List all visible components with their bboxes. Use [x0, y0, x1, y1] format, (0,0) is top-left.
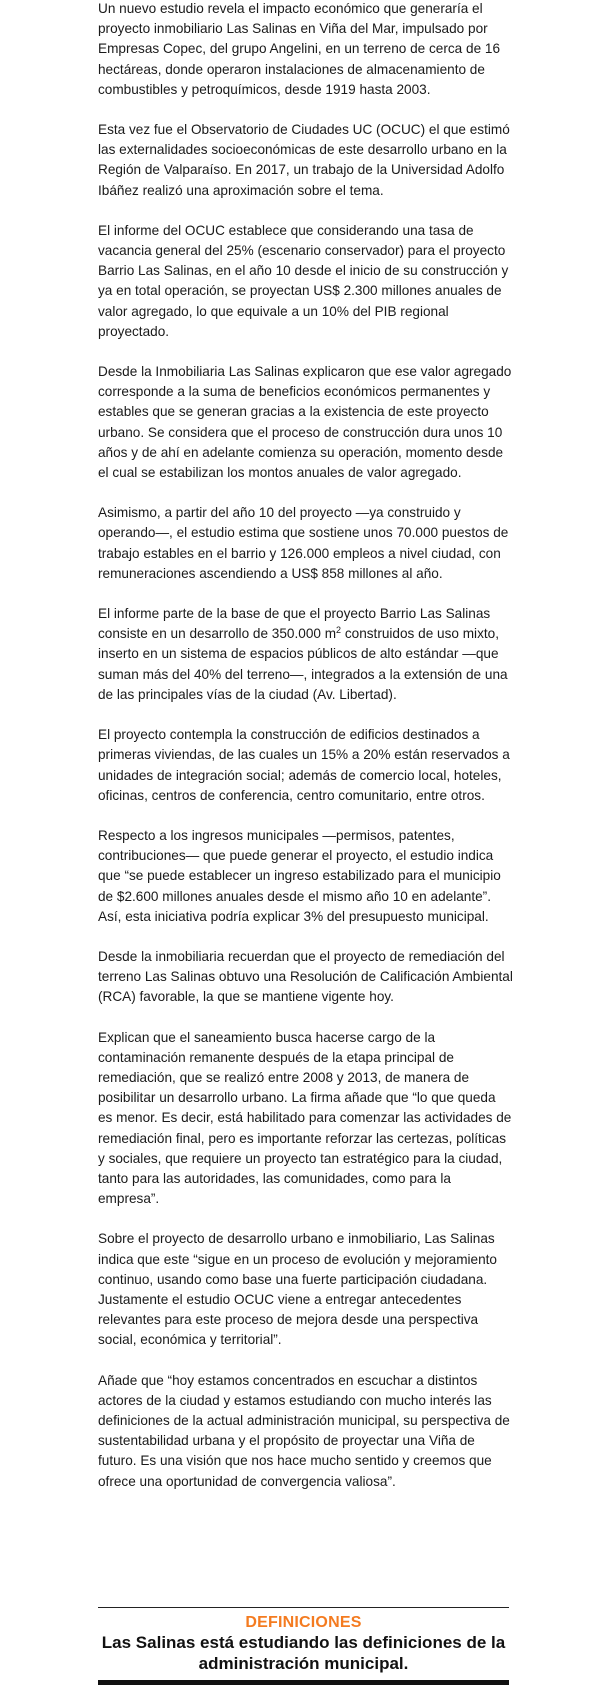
paragraph-3: El informe del OCUC establece que considerando una tasa de vacancia general del 25% (escenario conservador) para el proyecto Barrio Las Salinas, en el año 10 desde el inicio de su construcción y ya en total operación, se proyectan US$ 2.300 millones anuales de valor agregado, lo que equivale a un 10% del PIB regional proyectado.	[98, 222, 509, 339]
paragraph-9: Desde la inmobiliaria recuerdan que el proyecto de remediación del terreno Las Salinas obtuvo una Resolución de Calificación Ambiental (RCA) favorable, la que se mantiene vigente hoy.	[98, 948, 513, 1005]
paragraph-8: Respecto a los ingresos municipales —permisos, patentes, contribuciones— que puede generar el proyecto, el estudio indica que “se puede establecer un ingreso estabilizado para el municipio de $2.600 millones anuales desde el mismo año 10 en adelante”. Así, esta iniciativa podría explicar 3% del presupuesto municipal.	[98, 827, 501, 924]
pull-quote-text: Las Salinas está estudiando las definiciones de la administración municipal.	[101, 1633, 506, 1673]
paragraph-6	[98, 604, 513, 705]
article-body	[98, 0, 513, 1512]
pull-quote-bottom-rule	[98, 1680, 509, 1685]
paragraph-1: Un nuevo estudio revela el impacto económico que generaría el proyecto inmobiliario Las Salinas en Viña del Mar, impulsado por Empresas Copec, del grupo Angelini, en un terreno de cerca de 16 hectáreas, donde operaron instalaciones de almacenamiento de combustibles y petroquímicos, desde 1919 hasta 2003.	[98, 1, 501, 97]
paragraph-6-text-a: El informe parte de la base de que el proyecto Barrio Las Salinas consiste en un desarrollo de 350.000 m	[98, 606, 491, 642]
paragraph-4: Desde la Inmobiliaria Las Salinas explicaron que ese valor agregado corresponde a la suma de beneficios económicos permanentes y estables que se generan gracias a la existencia de este proyecto urbano. Se considera que el proceso de construcción dura unos 10 años y de ahí en adelante comienza su operación, momento desde el cual se estabilizan los montos anuales de valor agregado.	[98, 364, 512, 481]
paragraph-12: Añade que “hoy estamos concentrados en escuchar a distintos actores de la ciudad y estamos estudiando con mucho interés las definiciones de la actual administración municipal, su perspectiva de sustentabilidad urbana y el propósito de proyectar una Viña de futuro. Es una visión que nos hace mucho sentido y creemos que ofrece una oportunidad de convergencia valiosa”.	[98, 1372, 510, 1489]
superscript-2: 2	[336, 625, 342, 636]
paragraph-11: Sobre el proyecto de desarrollo urbano e inmobiliario, Las Salinas indica que este “sigue en un proceso de evolución y mejoramiento continuo, usando como base una fuerte participación ciudadana. Justamente el estudio OCUC viene a entregar antecedentes relevantes para este proceso de mejora desde una perspectiva social, económica y territorial”.	[98, 1231, 497, 1348]
pull-quote-kicker: DEFINICIONES	[245, 1614, 362, 1631]
paragraph-7: El proyecto contempla la construcción de edificios destinados a primeras viviendas, de las cuales un 15% a 20% están reservados a unidades de integración social; además de comercio local, hoteles, oficinas, centros de conferencia, centro comunitario, entre otros.	[98, 727, 510, 803]
paragraph-6-text-b: construidos de uso mixto, inserto en un sistema de espacios públicos de alto estándar —que suman más del 40% del terreno—, integrados a la extensión de una de las principales vías de la ciudad (Av. Libertad).	[98, 626, 508, 702]
paragraph-5: Asimismo, a partir del año 10 del proyecto —ya construido y operando—, el estudio estima que sostiene unos 70.000 puestos de trabajo estables en el barrio y 126.000 empleos a nivel ciudad, con remuneraciones ascendiendo a US$ 858 millones al año.	[98, 505, 509, 581]
paragraph-2: Esta vez fue el Observatorio de Ciudades UC (OCUC) el que estimó las externalidades socioeconómicas de este desarrollo urbano en la Región de Valparaíso. En 2017, un trabajo de la Universidad Adolfo Ibáñez realizó una aproximación sobre el tema.	[98, 122, 510, 198]
paragraph-10: Explican que el saneamiento busca hacerse cargo de la contaminación remanente después de la etapa principal de remediación, que se realizó entre 2008 y 2013, de manera de posibilitar un desarrollo urbano. La firma añade que “lo que queda es menor. Es decir, está habilitado para comenzar las actividades de remediación final, pero es importante reforzar las certezas, políticas y sociales, que requiere un proyecto tan estratégico para la ciudad, tanto para las autoridades, las comunidades, como para la empresa”.	[98, 1029, 512, 1207]
pull-quote-box	[98, 1607, 509, 1685]
